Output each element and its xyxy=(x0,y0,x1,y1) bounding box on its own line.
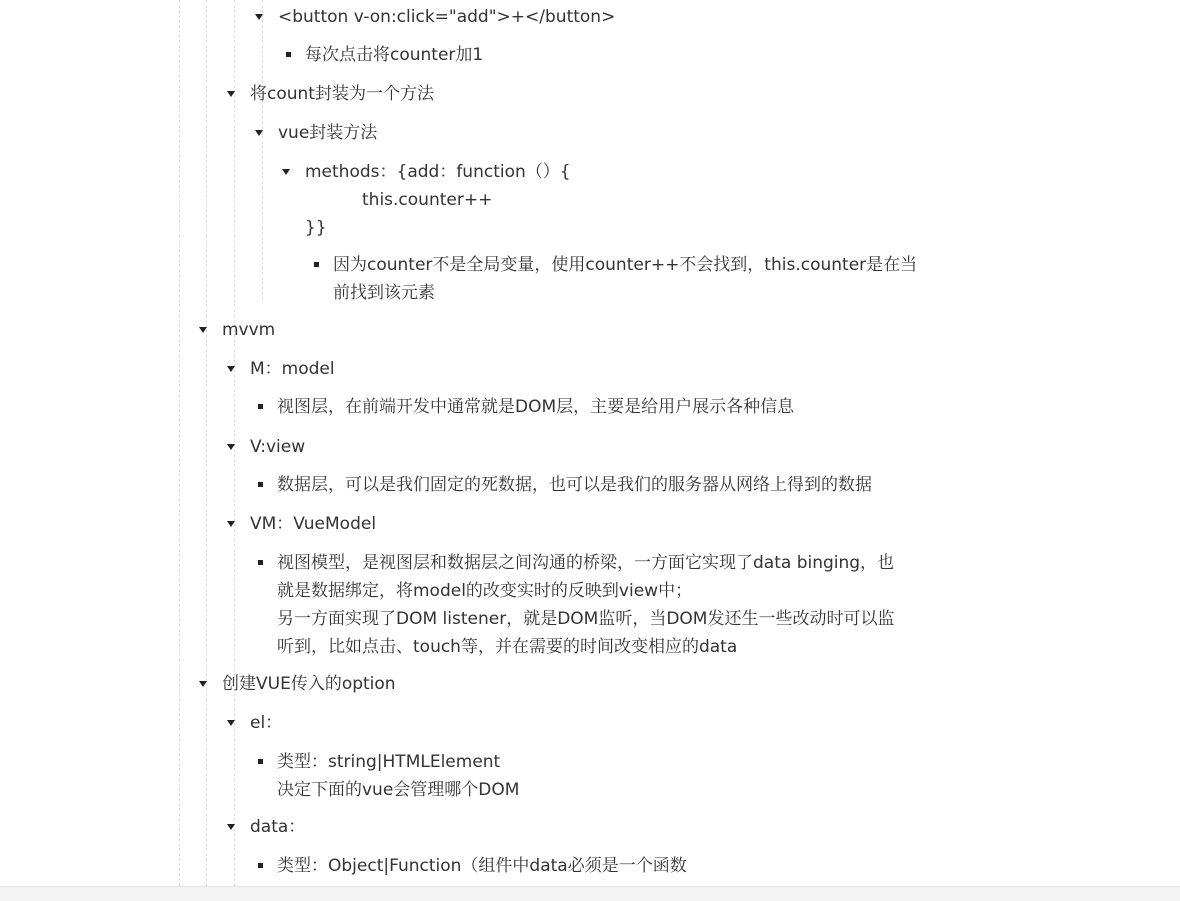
collapse-triangle-icon[interactable] xyxy=(227,709,237,737)
item-text: 类型：Object|Function（组件中data必须是一个函数 xyxy=(277,856,687,876)
code-line: this.counter++ xyxy=(362,190,493,210)
outline-item-mvvm[interactable] xyxy=(222,316,275,344)
item-text: 视图层，在前端开发中通常就是DOM层，主要是给用户展示各种信息 xyxy=(277,397,795,417)
collapse-triangle-icon[interactable] xyxy=(227,433,237,461)
bullet-square-icon xyxy=(258,549,266,577)
outline-item-vue-method[interactable] xyxy=(278,119,377,147)
bullet-square-icon xyxy=(258,393,266,421)
collapse-triangle-icon[interactable] xyxy=(282,158,292,186)
item-text: 听到，比如点击、touch等，并在需要的时间改变相应的data xyxy=(277,637,738,657)
bullet-square-icon xyxy=(258,471,266,499)
bottom-status-bar xyxy=(0,886,1180,901)
outline-item-vm-model[interactable] xyxy=(250,510,376,538)
outline-item-create-option[interactable] xyxy=(222,670,396,698)
item-text: vue封装方法 xyxy=(278,123,378,143)
item-text: 视图模型，是视图层和数据层之间沟通的桥梁，一方面它实现了data binging，也 xyxy=(277,553,895,573)
item-text: mvvm xyxy=(222,320,276,340)
item-text: <button v-on:click="add">+</button> xyxy=(278,7,616,27)
outline-item-methods-code[interactable] xyxy=(305,158,571,242)
code-line: methods：{add：function（）{ xyxy=(305,162,571,182)
item-text: 将count封装为一个方法 xyxy=(250,84,434,104)
bullet-square-icon xyxy=(314,251,322,279)
item-text: 前找到该元素 xyxy=(333,283,435,303)
item-text: V:view xyxy=(250,437,306,457)
collapse-triangle-icon[interactable] xyxy=(227,80,237,108)
outline-item-m-model[interactable] xyxy=(250,355,335,383)
outline-item-data[interactable] xyxy=(250,813,305,841)
collapse-triangle-icon[interactable] xyxy=(227,510,237,538)
item-text: 另一方面实现了DOM listener，就是DOM监听，当DOM发还生一些改动时可以监 xyxy=(277,609,895,629)
item-text: M：model xyxy=(250,359,335,379)
collapse-triangle-icon[interactable] xyxy=(255,119,265,147)
indent-guide xyxy=(179,0,180,886)
bullet-square-icon xyxy=(286,41,294,69)
outline-item-vm-desc[interactable] xyxy=(277,549,894,661)
item-text: 创建VUE传入的option xyxy=(222,674,396,694)
outline-item-data-type[interactable] xyxy=(277,852,687,880)
indent-guide xyxy=(206,0,207,886)
item-text: 就是数据绑定，将model的改变实时的反映到view中； xyxy=(277,581,693,601)
outline-item-el-detail[interactable] xyxy=(277,748,519,804)
bullet-square-icon xyxy=(258,852,266,880)
item-text: VM：VueModel xyxy=(250,514,377,534)
item-text: 决定下面的vue会管理哪个DOM xyxy=(277,780,520,800)
collapse-triangle-icon[interactable] xyxy=(255,3,265,31)
item-text: data： xyxy=(250,817,306,837)
collapse-triangle-icon[interactable] xyxy=(199,670,209,698)
bullet-square-icon xyxy=(258,748,266,776)
outline-item-button-code[interactable] xyxy=(278,3,615,31)
outline-item-v-view-desc[interactable] xyxy=(277,471,872,499)
item-text: el： xyxy=(250,713,283,733)
outline-item-el[interactable] xyxy=(250,709,282,737)
outline-item-count-method[interactable] xyxy=(250,80,434,108)
item-text: 类型：string|HTMLElement xyxy=(277,752,501,772)
indent-guide xyxy=(262,0,263,300)
outline-item-button-desc[interactable] xyxy=(305,41,483,69)
collapse-triangle-icon[interactable] xyxy=(227,355,237,383)
code-line: }} xyxy=(305,218,327,238)
item-text: 因为counter不是全局变量，使用counter++不会找到，this.counter是在当 xyxy=(333,255,918,275)
outline-item-methods-note[interactable] xyxy=(333,251,917,307)
item-text: 数据层，可以是我们固定的死数据，也可以是我们的服务器从网络上得到的数据 xyxy=(277,475,872,495)
outline-item-v-view[interactable] xyxy=(250,433,305,461)
collapse-triangle-icon[interactable] xyxy=(199,316,209,344)
collapse-triangle-icon[interactable] xyxy=(227,813,237,841)
item-text: 每次点击将counter加1 xyxy=(305,45,484,65)
outline-item-m-model-desc[interactable] xyxy=(277,393,794,421)
